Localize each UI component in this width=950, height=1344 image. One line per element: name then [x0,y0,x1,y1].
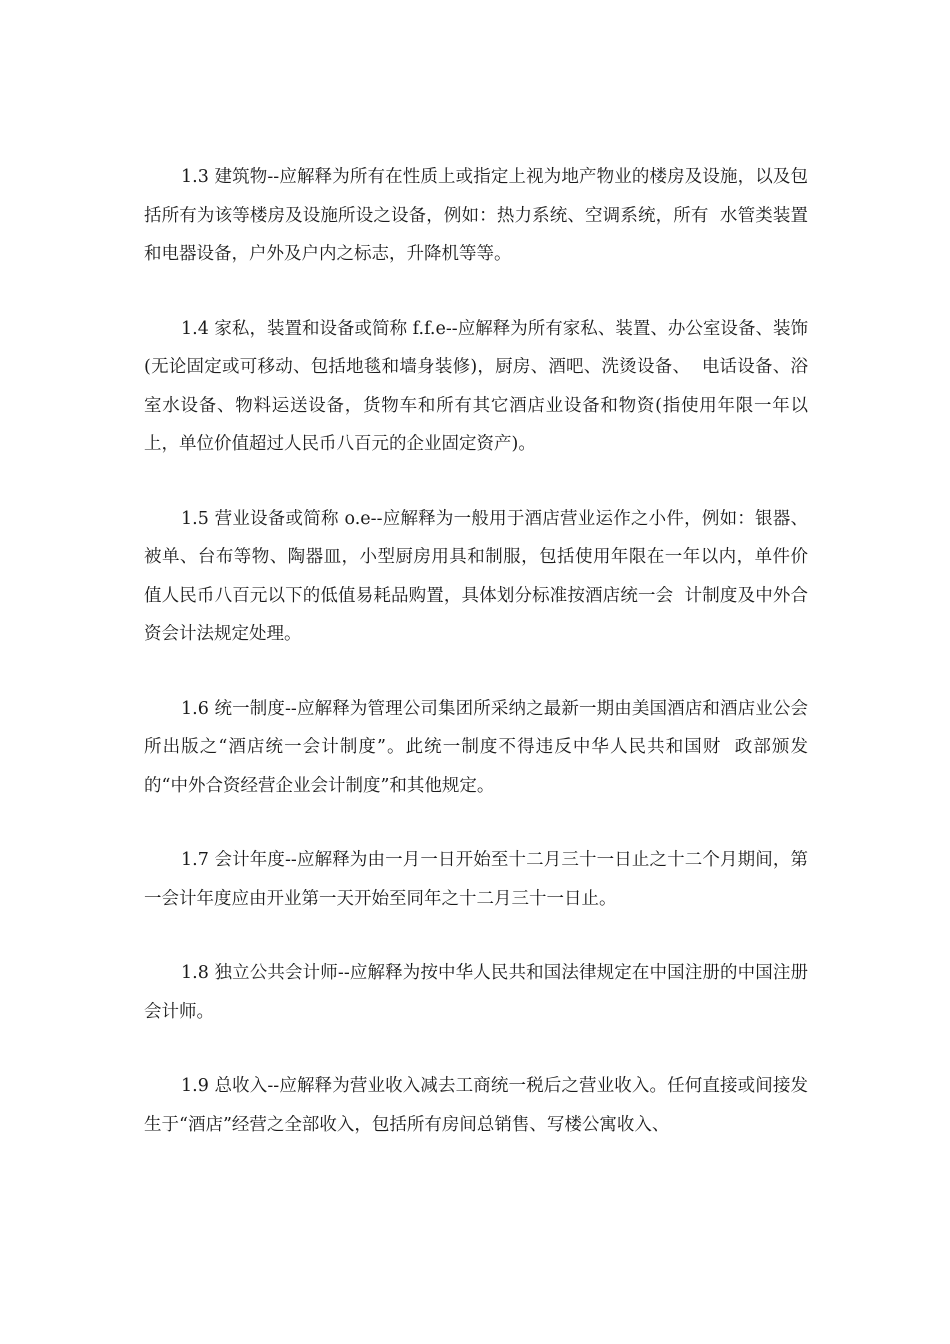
paragraph-1-5-operating-equipment: 1.5 营业设备或简称 o.e--应解释为一般用于酒店营业运作之小件，例如：银器、被单、台布等物、陶器皿，小型厨房用具和制服，包括使用年限在一年以内，单件价值人民币八百元以下的低值易耗品购置，具体划分标准按酒店统一会 计制度及中外合资会计法规定处理。 [144,508,808,644]
paragraph-1-7-fiscal-year: 1.7 会计年度--应解释为由一月一日开始至十二月三十一日止之十二个月期间，第一会计年度应由开业第一天开始至同年之十二月三十一日止。 [144,850,808,909]
paragraph-1-9-gross-revenue: 1.9 总收入--应解释为营业收入减去工商统一税后之营业收入。任何直接或间接发生于“酒店”经营之全部收入，包括所有房间总销售、写楼公寓收入、 [144,1076,808,1135]
paragraph-1-8-public-accountant: 1.8 独立公共会计师--应解释为按中华人民共和国法律规定在中国注册的中国注册会计师。 [144,963,808,1022]
paragraph-1-3-buildings: 1.3 建筑物--应解释为所有在性质上或指定上视为地产物业的楼房及设施，以及包括所有为该等楼房及设施所设之设备，例如：热力系统、空调系统，所有 水管类装置和电器设备，户外及户内之标志，升降机等等。 [144,167,808,264]
paragraph-1-4-ffe: 1.4 家私，装置和设备或简称 f.f.e--应解释为所有家私、装置、办公室设备、装饰(无论固定或可移动、包括地毯和墙身装修)，厨房、酒吧、洗烫设备、 电话设备、浴室水设备、物料运送设备，货物车和所有其它酒店业设备和物资(指使用年限一年以上，单位价值超过人民币八百元的企业固定资产)。 [144,318,808,454]
document-body [144,158,808,1144]
paragraph-1-6-uniform-system: 1.6 统一制度--应解释为管理公司集团所采纳之最新一期由美国酒店和酒店业公会所出版之“酒店统一会计制度”。此统一制度不得违反中华人民共和国财 政部颁发的“中外合资经营企业会计制度”和其他规定。 [144,698,808,796]
